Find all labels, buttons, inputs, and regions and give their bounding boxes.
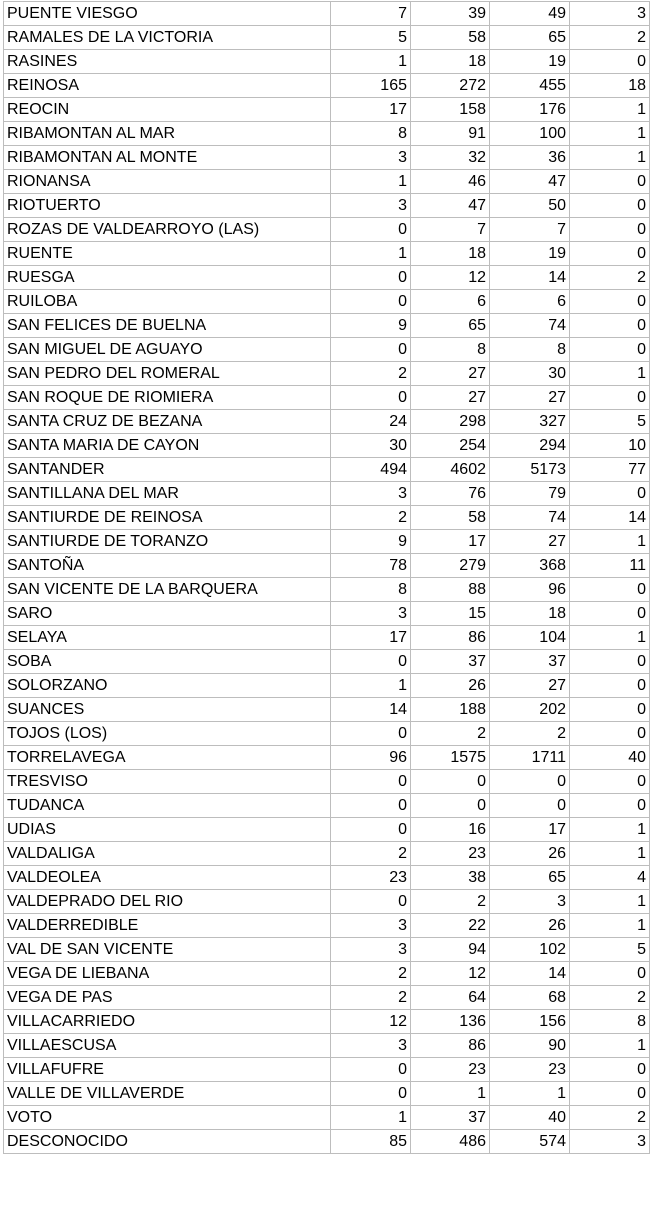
municipality-name-cell[interactable]: VAL DE SAN VICENTE [4, 938, 331, 962]
table-row [4, 1034, 650, 1058]
value-cell-col-3[interactable]: 1711 [490, 746, 570, 770]
value-cell-col-3[interactable]: 47 [490, 170, 570, 194]
value-cell-col-3[interactable]: 455 [490, 74, 570, 98]
municipality-name-cell[interactable]: RASINES [4, 50, 331, 74]
municipality-name-cell[interactable]: UDIAS [4, 818, 331, 842]
value-cell-col-4[interactable]: 1 [570, 362, 650, 386]
value-cell-col-3[interactable]: 176 [490, 98, 570, 122]
value-cell-col-2[interactable]: 136 [411, 1010, 490, 1034]
municipality-name-cell[interactable]: SOLORZANO [4, 674, 331, 698]
value-cell-col-4[interactable]: 0 [570, 218, 650, 242]
municipality-name-cell[interactable]: SAN PEDRO DEL ROMERAL [4, 362, 331, 386]
value-cell-col-3[interactable]: 65 [490, 26, 570, 50]
value-cell-col-3[interactable]: 27 [490, 530, 570, 554]
municipality-name-cell[interactable]: VALDEOLEA [4, 866, 331, 890]
table-row [4, 1082, 650, 1106]
table-row [4, 122, 650, 146]
value-cell-col-4[interactable]: 5 [570, 938, 650, 962]
value-cell-col-4[interactable]: 0 [570, 602, 650, 626]
value-cell-col-1[interactable]: 0 [331, 218, 411, 242]
value-cell-col-3[interactable]: 327 [490, 410, 570, 434]
value-cell-col-1[interactable]: 494 [331, 458, 411, 482]
value-cell-col-1[interactable]: 3 [331, 194, 411, 218]
value-cell-col-1[interactable]: 3 [331, 482, 411, 506]
table-row [4, 554, 650, 578]
value-cell-col-2[interactable]: 12 [411, 266, 490, 290]
municipality-name-cell[interactable]: RIONANSA [4, 170, 331, 194]
municipality-name-cell[interactable]: PUENTE VIESGO [4, 2, 331, 26]
value-cell-col-1[interactable]: 2 [331, 362, 411, 386]
value-cell-col-4[interactable]: 2 [570, 1106, 650, 1130]
value-cell-col-1[interactable]: 0 [331, 1082, 411, 1106]
value-cell-col-2[interactable]: 27 [411, 386, 490, 410]
value-cell-col-4[interactable]: 2 [570, 26, 650, 50]
value-cell-col-3[interactable]: 68 [490, 986, 570, 1010]
value-cell-col-1[interactable]: 0 [331, 266, 411, 290]
municipality-name-cell[interactable]: VALDALIGA [4, 842, 331, 866]
value-cell-col-2[interactable]: 37 [411, 650, 490, 674]
municipality-name-cell[interactable]: SARO [4, 602, 331, 626]
table-row [4, 434, 650, 458]
value-cell-col-2[interactable]: 279 [411, 554, 490, 578]
value-cell-col-2[interactable]: 64 [411, 986, 490, 1010]
value-cell-col-1[interactable]: 0 [331, 1058, 411, 1082]
value-cell-col-3[interactable]: 0 [490, 770, 570, 794]
value-cell-col-3[interactable]: 100 [490, 122, 570, 146]
municipality-name-cell[interactable]: SAN ROQUE DE RIOMIERA [4, 386, 331, 410]
value-cell-col-1[interactable]: 2 [331, 986, 411, 1010]
municipality-name-cell[interactable]: SUANCES [4, 698, 331, 722]
value-cell-col-2[interactable]: 32 [411, 146, 490, 170]
value-cell-col-1[interactable]: 0 [331, 386, 411, 410]
value-cell-col-2[interactable]: 188 [411, 698, 490, 722]
value-cell-col-3[interactable]: 8 [490, 338, 570, 362]
value-cell-col-3[interactable]: 27 [490, 674, 570, 698]
value-cell-col-4[interactable]: 0 [570, 722, 650, 746]
municipality-name-cell[interactable]: ROZAS DE VALDEARROYO (LAS) [4, 218, 331, 242]
table-row [4, 410, 650, 434]
municipality-name-cell[interactable]: SANTILLANA DEL MAR [4, 482, 331, 506]
value-cell-col-2[interactable]: 254 [411, 434, 490, 458]
table-row [4, 746, 650, 770]
value-cell-col-3[interactable]: 17 [490, 818, 570, 842]
value-cell-col-2[interactable]: 18 [411, 242, 490, 266]
value-cell-col-2[interactable]: 39 [411, 2, 490, 26]
table-row [4, 74, 650, 98]
value-cell-col-1[interactable]: 8 [331, 122, 411, 146]
value-cell-col-4[interactable]: 1 [570, 818, 650, 842]
municipality-name-cell[interactable]: VILLAFUFRE [4, 1058, 331, 1082]
value-cell-col-4[interactable]: 0 [570, 1058, 650, 1082]
municipality-name-cell[interactable]: TUDANCA [4, 794, 331, 818]
value-cell-col-1[interactable]: 30 [331, 434, 411, 458]
value-cell-col-3[interactable]: 1 [490, 1082, 570, 1106]
table-row [4, 338, 650, 362]
municipality-name-cell[interactable]: SANTANDER [4, 458, 331, 482]
value-cell-col-4[interactable]: 2 [570, 266, 650, 290]
municipality-name-cell[interactable]: RUILOBA [4, 290, 331, 314]
value-cell-col-2[interactable]: 1 [411, 1082, 490, 1106]
value-cell-col-4[interactable]: 1 [570, 626, 650, 650]
value-cell-col-1[interactable]: 1 [331, 1106, 411, 1130]
municipality-name-cell[interactable]: RIBAMONTAN AL MONTE [4, 146, 331, 170]
table-row [4, 842, 650, 866]
value-cell-col-4[interactable]: 11 [570, 554, 650, 578]
value-cell-col-4[interactable]: 0 [570, 170, 650, 194]
value-cell-col-1[interactable]: 3 [331, 938, 411, 962]
value-cell-col-4[interactable]: 18 [570, 74, 650, 98]
value-cell-col-1[interactable]: 9 [331, 530, 411, 554]
value-cell-col-3[interactable]: 294 [490, 434, 570, 458]
value-cell-col-3[interactable]: 26 [490, 914, 570, 938]
value-cell-col-4[interactable]: 1 [570, 842, 650, 866]
value-cell-col-4[interactable]: 2 [570, 986, 650, 1010]
value-cell-col-4[interactable]: 0 [570, 794, 650, 818]
value-cell-col-1[interactable]: 3 [331, 1034, 411, 1058]
value-cell-col-1[interactable]: 17 [331, 626, 411, 650]
value-cell-col-1[interactable]: 96 [331, 746, 411, 770]
value-cell-col-2[interactable]: 7 [411, 218, 490, 242]
value-cell-col-4[interactable]: 0 [570, 482, 650, 506]
value-cell-col-2[interactable]: 17 [411, 530, 490, 554]
value-cell-col-1[interactable]: 0 [331, 794, 411, 818]
value-cell-col-3[interactable]: 104 [490, 626, 570, 650]
value-cell-col-3[interactable]: 5173 [490, 458, 570, 482]
value-cell-col-3[interactable]: 3 [490, 890, 570, 914]
table-row [4, 26, 650, 50]
value-cell-col-4[interactable]: 0 [570, 314, 650, 338]
value-cell-col-2[interactable]: 18 [411, 50, 490, 74]
municipality-name-cell[interactable]: DESCONOCIDO [4, 1130, 331, 1154]
table-row [4, 98, 650, 122]
value-cell-col-4[interactable]: 10 [570, 434, 650, 458]
value-cell-col-3[interactable]: 96 [490, 578, 570, 602]
value-cell-col-4[interactable]: 14 [570, 506, 650, 530]
value-cell-col-2[interactable]: 58 [411, 506, 490, 530]
value-cell-col-3[interactable]: 18 [490, 602, 570, 626]
value-cell-col-1[interactable]: 7 [331, 2, 411, 26]
value-cell-col-2[interactable]: 0 [411, 770, 490, 794]
value-cell-col-4[interactable]: 3 [570, 2, 650, 26]
value-cell-col-4[interactable]: 0 [570, 194, 650, 218]
value-cell-col-2[interactable]: 486 [411, 1130, 490, 1154]
table-row [4, 146, 650, 170]
municipality-name-cell[interactable]: VALDERREDIBLE [4, 914, 331, 938]
municipality-name-cell[interactable]: VILLAESCUSA [4, 1034, 331, 1058]
value-cell-col-3[interactable]: 74 [490, 314, 570, 338]
value-cell-col-4[interactable]: 0 [570, 242, 650, 266]
value-cell-col-4[interactable]: 0 [570, 650, 650, 674]
value-cell-col-3[interactable]: 0 [490, 794, 570, 818]
municipality-name-cell[interactable]: VEGA DE LIEBANA [4, 962, 331, 986]
value-cell-col-2[interactable]: 4602 [411, 458, 490, 482]
value-cell-col-3[interactable]: 30 [490, 362, 570, 386]
value-cell-col-3[interactable]: 37 [490, 650, 570, 674]
municipality-name-cell[interactable]: TORRELAVEGA [4, 746, 331, 770]
value-cell-col-3[interactable]: 14 [490, 266, 570, 290]
value-cell-col-1[interactable]: 0 [331, 650, 411, 674]
value-cell-col-4[interactable]: 77 [570, 458, 650, 482]
value-cell-col-1[interactable]: 24 [331, 410, 411, 434]
table-row [4, 794, 650, 818]
municipality-name-cell[interactable]: SANTA MARIA DE CAYON [4, 434, 331, 458]
table-row [4, 938, 650, 962]
value-cell-col-3[interactable]: 2 [490, 722, 570, 746]
value-cell-col-1[interactable]: 1 [331, 170, 411, 194]
value-cell-col-4[interactable]: 1 [570, 122, 650, 146]
value-cell-col-1[interactable]: 2 [331, 962, 411, 986]
value-cell-col-2[interactable]: 15 [411, 602, 490, 626]
value-cell-col-4[interactable]: 8 [570, 1010, 650, 1034]
value-cell-col-1[interactable]: 3 [331, 914, 411, 938]
municipality-name-cell[interactable]: SELAYA [4, 626, 331, 650]
municipality-name-cell[interactable]: RUESGA [4, 266, 331, 290]
table-row [4, 578, 650, 602]
table-row [4, 218, 650, 242]
value-cell-col-3[interactable]: 368 [490, 554, 570, 578]
municipality-name-cell[interactable]: RUENTE [4, 242, 331, 266]
value-cell-col-1[interactable]: 1 [331, 674, 411, 698]
value-cell-col-1[interactable]: 0 [331, 722, 411, 746]
value-cell-col-1[interactable]: 17 [331, 98, 411, 122]
value-cell-col-1[interactable]: 3 [331, 146, 411, 170]
value-cell-col-4[interactable]: 0 [570, 770, 650, 794]
value-cell-col-3[interactable]: 50 [490, 194, 570, 218]
value-cell-col-1[interactable]: 8 [331, 578, 411, 602]
municipality-name-cell[interactable]: VEGA DE PAS [4, 986, 331, 1010]
table-row [4, 482, 650, 506]
municipality-name-cell[interactable]: RIBAMONTAN AL MAR [4, 122, 331, 146]
value-cell-col-4[interactable]: 0 [570, 50, 650, 74]
value-cell-col-3[interactable]: 14 [490, 962, 570, 986]
table-row [4, 362, 650, 386]
table-row [4, 818, 650, 842]
value-cell-col-3[interactable]: 7 [490, 218, 570, 242]
municipality-name-cell[interactable]: VOTO [4, 1106, 331, 1130]
value-cell-col-1[interactable]: 12 [331, 1010, 411, 1034]
value-cell-col-2[interactable]: 23 [411, 842, 490, 866]
value-cell-col-2[interactable]: 37 [411, 1106, 490, 1130]
value-cell-col-2[interactable]: 1575 [411, 746, 490, 770]
table-row [4, 242, 650, 266]
value-cell-col-2[interactable]: 65 [411, 314, 490, 338]
table-row [4, 50, 650, 74]
value-cell-col-4[interactable]: 0 [570, 386, 650, 410]
value-cell-col-3[interactable]: 40 [490, 1106, 570, 1130]
value-cell-col-1[interactable]: 78 [331, 554, 411, 578]
value-cell-col-1[interactable]: 1 [331, 242, 411, 266]
value-cell-col-4[interactable]: 3 [570, 1130, 650, 1154]
table-row [4, 1058, 650, 1082]
municipality-name-cell[interactable]: SAN FELICES DE BUELNA [4, 314, 331, 338]
value-cell-col-2[interactable]: 23 [411, 1058, 490, 1082]
table-row [4, 602, 650, 626]
value-cell-col-2[interactable]: 47 [411, 194, 490, 218]
value-cell-col-2[interactable]: 12 [411, 962, 490, 986]
value-cell-col-3[interactable]: 36 [490, 146, 570, 170]
table-row [4, 170, 650, 194]
value-cell-col-2[interactable]: 58 [411, 26, 490, 50]
municipality-data-table [3, 1, 650, 1154]
value-cell-col-3[interactable]: 65 [490, 866, 570, 890]
table-row [4, 890, 650, 914]
municipality-name-cell[interactable]: REOCIN [4, 98, 331, 122]
municipality-name-cell[interactable]: SAN MIGUEL DE AGUAYO [4, 338, 331, 362]
value-cell-col-3[interactable]: 26 [490, 842, 570, 866]
value-cell-col-1[interactable]: 14 [331, 698, 411, 722]
value-cell-col-3[interactable]: 102 [490, 938, 570, 962]
table-row [4, 914, 650, 938]
value-cell-col-2[interactable]: 298 [411, 410, 490, 434]
value-cell-col-2[interactable]: 2 [411, 722, 490, 746]
value-cell-col-4[interactable]: 1 [570, 146, 650, 170]
table-row [4, 266, 650, 290]
value-cell-col-2[interactable]: 272 [411, 74, 490, 98]
value-cell-col-4[interactable]: 0 [570, 290, 650, 314]
table-row [4, 986, 650, 1010]
municipality-name-cell[interactable]: SANTOÑA [4, 554, 331, 578]
municipality-name-cell[interactable]: TRESVISO [4, 770, 331, 794]
table-row [4, 866, 650, 890]
value-cell-col-3[interactable]: 90 [490, 1034, 570, 1058]
value-cell-col-3[interactable]: 74 [490, 506, 570, 530]
municipality-name-cell[interactable]: SANTIURDE DE TORANZO [4, 530, 331, 554]
value-cell-col-1[interactable]: 165 [331, 74, 411, 98]
value-cell-col-2[interactable]: 38 [411, 866, 490, 890]
table-row [4, 962, 650, 986]
value-cell-col-2[interactable]: 158 [411, 98, 490, 122]
value-cell-col-2[interactable]: 2 [411, 890, 490, 914]
value-cell-col-3[interactable]: 27 [490, 386, 570, 410]
table-row [4, 650, 650, 674]
table-row [4, 1130, 650, 1154]
table-row [4, 530, 650, 554]
municipality-name-cell[interactable]: RAMALES DE LA VICTORIA [4, 26, 331, 50]
municipality-name-cell[interactable]: TOJOS (LOS) [4, 722, 331, 746]
value-cell-col-2[interactable]: 86 [411, 1034, 490, 1058]
value-cell-col-4[interactable]: 0 [570, 674, 650, 698]
table-row [4, 1010, 650, 1034]
value-cell-col-4[interactable]: 0 [570, 962, 650, 986]
value-cell-col-3[interactable]: 202 [490, 698, 570, 722]
value-cell-col-1[interactable]: 0 [331, 890, 411, 914]
value-cell-col-3[interactable]: 156 [490, 1010, 570, 1034]
table-row [4, 770, 650, 794]
value-cell-col-4[interactable]: 1 [570, 530, 650, 554]
value-cell-col-1[interactable]: 0 [331, 818, 411, 842]
value-cell-col-3[interactable]: 574 [490, 1130, 570, 1154]
municipality-name-cell[interactable]: VILLACARRIEDO [4, 1010, 331, 1034]
table-row [4, 626, 650, 650]
table-row [4, 194, 650, 218]
table-row [4, 386, 650, 410]
value-cell-col-4[interactable]: 0 [570, 578, 650, 602]
value-cell-col-3[interactable]: 79 [490, 482, 570, 506]
value-cell-col-4[interactable]: 1 [570, 914, 650, 938]
value-cell-col-2[interactable]: 27 [411, 362, 490, 386]
value-cell-col-4[interactable]: 1 [570, 1034, 650, 1058]
value-cell-col-1[interactable]: 9 [331, 314, 411, 338]
value-cell-col-1[interactable]: 0 [331, 770, 411, 794]
value-cell-col-1[interactable]: 3 [331, 602, 411, 626]
value-cell-col-3[interactable]: 6 [490, 290, 570, 314]
value-cell-col-1[interactable]: 5 [331, 26, 411, 50]
value-cell-col-4[interactable]: 0 [570, 698, 650, 722]
value-cell-col-2[interactable]: 88 [411, 578, 490, 602]
value-cell-col-4[interactable]: 1 [570, 98, 650, 122]
value-cell-col-3[interactable]: 19 [490, 50, 570, 74]
table-row [4, 290, 650, 314]
value-cell-col-1[interactable]: 0 [331, 338, 411, 362]
value-cell-col-2[interactable]: 16 [411, 818, 490, 842]
table-row [4, 1106, 650, 1130]
value-cell-col-3[interactable]: 19 [490, 242, 570, 266]
table-row [4, 674, 650, 698]
value-cell-col-2[interactable]: 26 [411, 674, 490, 698]
value-cell-col-2[interactable]: 0 [411, 794, 490, 818]
value-cell-col-3[interactable]: 23 [490, 1058, 570, 1082]
value-cell-col-4[interactable]: 1 [570, 890, 650, 914]
value-cell-col-2[interactable]: 6 [411, 290, 490, 314]
value-cell-col-1[interactable]: 2 [331, 842, 411, 866]
value-cell-col-2[interactable]: 46 [411, 170, 490, 194]
value-cell-col-1[interactable]: 85 [331, 1130, 411, 1154]
table-row [4, 458, 650, 482]
table-row [4, 698, 650, 722]
value-cell-col-4[interactable]: 0 [570, 1082, 650, 1106]
municipality-name-cell[interactable]: VALLE DE VILLAVERDE [4, 1082, 331, 1106]
table-row [4, 314, 650, 338]
municipality-name-cell[interactable]: SAN VICENTE DE LA BARQUERA [4, 578, 331, 602]
municipality-name-cell[interactable]: RIOTUERTO [4, 194, 331, 218]
value-cell-col-1[interactable]: 2 [331, 506, 411, 530]
value-cell-col-2[interactable]: 22 [411, 914, 490, 938]
value-cell-col-1[interactable]: 0 [331, 290, 411, 314]
municipality-name-cell[interactable]: REINOSA [4, 74, 331, 98]
value-cell-col-2[interactable]: 8 [411, 338, 490, 362]
value-cell-col-4[interactable]: 5 [570, 410, 650, 434]
value-cell-col-2[interactable]: 91 [411, 122, 490, 146]
table-row [4, 2, 650, 26]
table-row [4, 506, 650, 530]
value-cell-col-2[interactable]: 94 [411, 938, 490, 962]
municipality-name-cell[interactable]: SOBA [4, 650, 331, 674]
municipality-name-cell[interactable]: SANTIURDE DE REINOSA [4, 506, 331, 530]
value-cell-col-2[interactable]: 86 [411, 626, 490, 650]
value-cell-col-3[interactable]: 49 [490, 2, 570, 26]
municipality-name-cell[interactable]: SANTA CRUZ DE BEZANA [4, 410, 331, 434]
municipality-name-cell[interactable]: VALDEPRADO DEL RIO [4, 890, 331, 914]
value-cell-col-1[interactable]: 1 [331, 50, 411, 74]
value-cell-col-4[interactable]: 0 [570, 338, 650, 362]
value-cell-col-4[interactable]: 4 [570, 866, 650, 890]
value-cell-col-1[interactable]: 23 [331, 866, 411, 890]
table-row [4, 722, 650, 746]
value-cell-col-2[interactable]: 76 [411, 482, 490, 506]
value-cell-col-4[interactable]: 40 [570, 746, 650, 770]
table-body [4, 2, 650, 1154]
